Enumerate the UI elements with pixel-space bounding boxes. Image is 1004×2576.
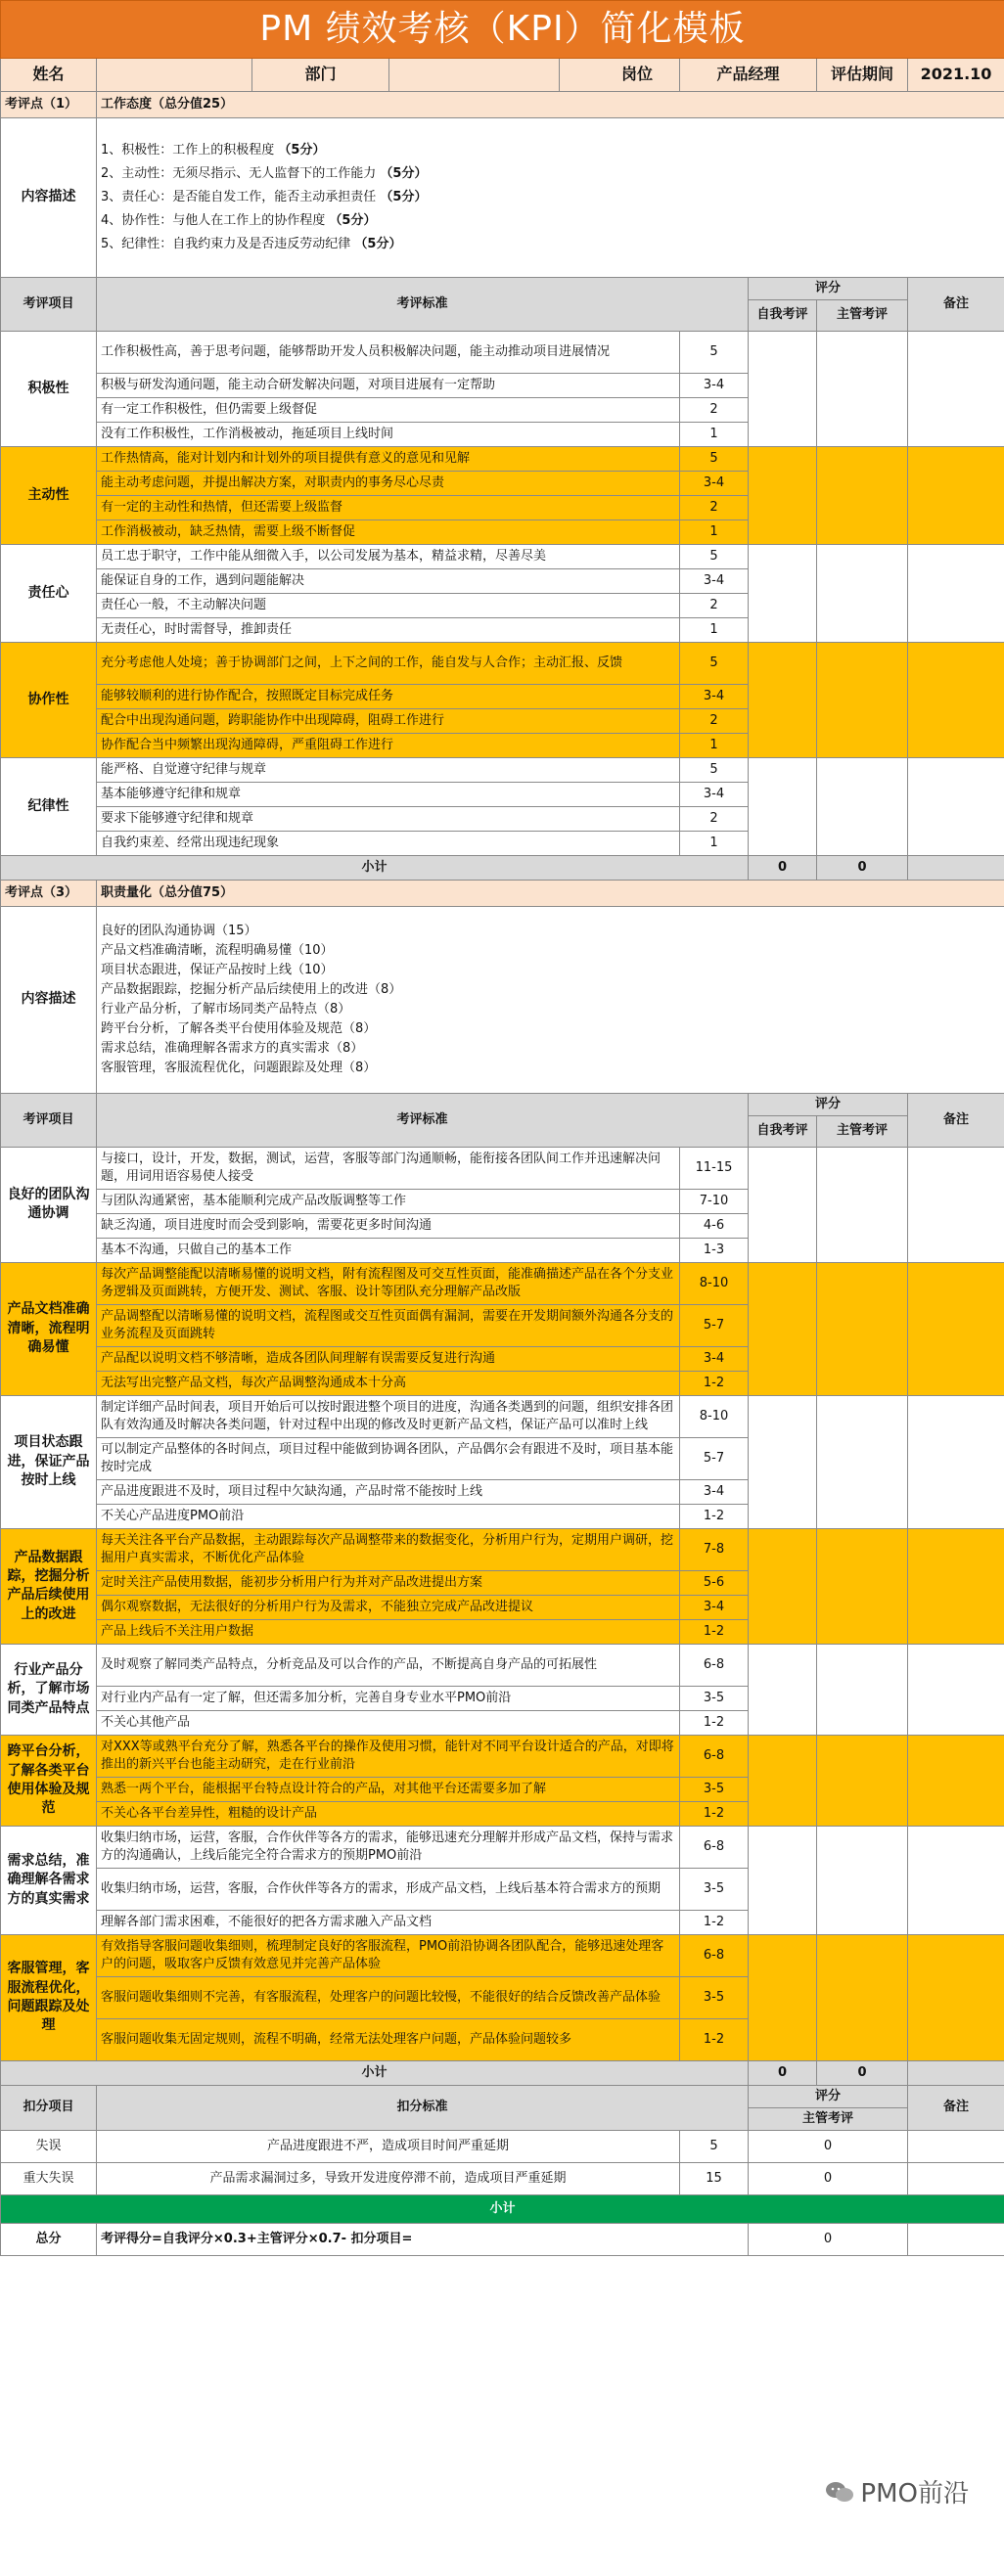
self-score-input[interactable]	[749, 544, 817, 642]
section-3-label: 考评点（3）	[1, 880, 97, 906]
criterion-text: 熟悉一两个平台，能根据平台特点设计符合的产品，对其他平台还需要多加了解	[97, 1777, 680, 1801]
watermark-text: PMO前沿	[860, 2479, 969, 2508]
criterion-text: 对行业内产品有一定了解，但还需多加分析，完善自身专业水平PMO前沿	[97, 1686, 680, 1710]
subtotal-self: 0	[749, 855, 817, 880]
criterion-text: 产品配以说明文档不够清晰，造成各团队间理解有误需要反复进行沟通	[97, 1346, 680, 1371]
table-row	[1, 1826, 1004, 1868]
table-row	[1, 1262, 1004, 1304]
deduction-header-row	[1, 2085, 1004, 2107]
section-1-heading: 工作态度（总分值25）	[97, 92, 1004, 118]
desc-line: 2、主动性：无须尽指示、无人监督下的工作能力 （5分）	[101, 166, 428, 182]
header-mgr: 主管考评	[817, 299, 908, 331]
header-mgr: 主管考评	[817, 1115, 908, 1147]
score-range: 3-4	[680, 1346, 749, 1371]
score-range: 1-2	[680, 1504, 749, 1528]
desc-line: 4、协作性：与他人在工作上的协作程度 （5分）	[101, 212, 377, 228]
note-input[interactable]	[908, 1826, 1004, 1934]
score-range: 2	[680, 397, 749, 422]
desc-label: 内容描述	[1, 906, 97, 1093]
page-title: PM 绩效考核（KPI）简化模板	[1, 1, 1004, 59]
subtotal-row-2	[1, 2060, 1004, 2085]
table-row	[1, 1934, 1004, 1976]
criterion-text: 有效指导客服问题收集细则，梳理制定良好的客服流程，PMO前沿协调各团队配合，能够迅速处理客户的问题，吸取客户反馈有效意见并完善产品体验	[97, 1934, 680, 1976]
criterion-text: 员工忠于职守，工作中能从细微入手，以公司发展为基本，精益求精，尽善尽美	[97, 544, 680, 568]
ded-item: 扣分项目	[1, 2085, 97, 2130]
criterion-text: 客服问题收集细则不完善，有客服流程，处理客户的问题比较慢，不能很好的结合反馈改善产品体验	[97, 1976, 680, 2018]
header-item: 考评项目	[1, 278, 97, 332]
score-range: 3-5	[680, 1686, 749, 1710]
info-inner	[97, 59, 680, 92]
deduction-points: 15	[680, 2162, 749, 2194]
deduction-note[interactable]	[908, 2162, 1004, 2194]
criterion-text: 基本不沟通，只做自己的基本工作	[97, 1238, 680, 1262]
note-input[interactable]	[908, 1528, 1004, 1644]
criterion-text: 基本能够遵守纪律和规章	[97, 782, 680, 806]
desc-line: 产品数据跟踪，挖掘分析产品后续使用上的改进（8）	[101, 982, 402, 997]
ded-score: 评分	[749, 2085, 908, 2107]
self-score-input[interactable]	[749, 1147, 817, 1262]
total-formula: 考评得分=自我评分×0.3+主管评分×0.7- 扣分项目=	[97, 2223, 749, 2255]
criterion-text: 不关心产品进度PMO前沿	[97, 1504, 680, 1528]
name-value[interactable]	[97, 59, 252, 91]
score-range: 1-2	[680, 2018, 749, 2060]
ded-mgr: 主管考评	[749, 2107, 908, 2130]
note-input[interactable]	[908, 544, 1004, 642]
desc-line: 3、责任心：是否能自发工作，能否主动承担责任 （5分）	[101, 190, 428, 205]
score-range: 5	[680, 544, 749, 568]
criterion-text: 能严格、自觉遵守纪律与规章	[97, 757, 680, 782]
manager-score-input[interactable]	[817, 642, 908, 757]
criterion-text: 有一定工作积极性，但仍需要上级督促	[97, 397, 680, 422]
dept-value[interactable]	[389, 59, 560, 91]
header-self: 自我考评	[749, 299, 817, 331]
score-range: 3-4	[680, 782, 749, 806]
desc-content	[97, 118, 1004, 278]
criterion-text: 不关心各平台差异性，粗糙的设计产品	[97, 1801, 680, 1826]
criterion-text: 有一定的主动性和热情，但还需要上级监督	[97, 495, 680, 520]
manager-score-input[interactable]	[817, 1826, 908, 1934]
score-range: 3-4	[680, 568, 749, 593]
note-input[interactable]	[908, 446, 1004, 544]
deduction-text: 产品进度跟进不严，造成项目时间严重延期	[97, 2130, 680, 2162]
criterion-text: 与接口，设计，开发，数据，测试，运营，客服等部门沟通顺畅，能衔接各团队间工作并迅速解决问题，用词用语容易使人接受	[97, 1147, 680, 1189]
self-score-input[interactable]	[749, 1262, 817, 1395]
category-label: 行业产品分析，了解市场同类产品特点	[1, 1644, 97, 1735]
self-score-input[interactable]	[749, 1826, 817, 1934]
header-note: 备注	[908, 1093, 1004, 1147]
criterion-text: 收集归纳市场，运营，客服，合作伙伴等各方的需求，形成产品文档，上线后基本符合需求方的预期	[97, 1868, 680, 1910]
criterion-text: 定时关注产品使用数据，能初步分析用户行为并对产品改进提出方案	[97, 1570, 680, 1595]
manager-score-input[interactable]	[817, 1528, 908, 1644]
desc-line: 需求总结，准确理解各需求方的真实需求（8）	[101, 1040, 364, 1056]
ded-note: 备注	[908, 2085, 1004, 2130]
subtotal-mgr: 0	[817, 855, 908, 880]
desc-label: 内容描述	[1, 118, 97, 278]
section-3-row	[1, 880, 1004, 906]
score-range: 2	[680, 593, 749, 617]
score-range: 7-8	[680, 1528, 749, 1570]
score-range: 1	[680, 617, 749, 642]
category-label: 项目状态跟进，保证产品按时上线	[1, 1395, 97, 1528]
criterion-text: 每次产品调整能配以清晰易懂的说明文档，附有流程图及可交互性页面，能准确描述产品在各个分支业务逻辑及页面跳转，方便开发、测试、客服、设计等团队充分理解产品改版	[97, 1262, 680, 1304]
category-label: 良好的团队沟通协调	[1, 1147, 97, 1262]
section-1-row	[1, 92, 1004, 118]
manager-score-input[interactable]	[817, 1735, 908, 1826]
criterion-text: 积极与研发沟通问题，能主动合研发解决问题，对项目进展有一定帮助	[97, 373, 680, 397]
criterion-text: 工作积极性高，善于思考问题，能够帮助开发人员积极解决问题，能主动推动项目进展情况	[97, 331, 680, 373]
manager-score-input[interactable]	[817, 1395, 908, 1528]
total-label: 总分	[1, 2223, 97, 2255]
score-range: 4-6	[680, 1213, 749, 1238]
self-score-input[interactable]	[749, 446, 817, 544]
desc-content	[97, 906, 1004, 1093]
desc-line: 行业产品分析，了解市场同类产品特点（8）	[101, 1001, 351, 1017]
deduction-note[interactable]	[908, 2130, 1004, 2162]
deduction-label: 重大失误	[1, 2162, 97, 2194]
score-range: 5	[680, 331, 749, 373]
criterion-text: 能够较顺利的进行协作配合，按照既定目标完成任务	[97, 684, 680, 708]
category-label: 需求总结，准确理解各需求方的真实需求	[1, 1826, 97, 1934]
criterion-text: 产品上线后不关注用户数据	[97, 1619, 680, 1644]
score-range: 1	[680, 422, 749, 446]
deduction-subtotal-label: 小计	[1, 2194, 1004, 2223]
score-range: 5	[680, 446, 749, 471]
criterion-text: 充分考虑他人处境；善于协调部门之间，上下之间的工作，能自发与人合作；主动汇报、反馈	[97, 642, 680, 684]
criterion-text: 协作配合当中频繁出现沟通障碍，严重阻碍工作进行	[97, 733, 680, 757]
self-score-input[interactable]	[749, 1528, 817, 1644]
score-range: 6-8	[680, 1826, 749, 1868]
self-score-input[interactable]	[749, 642, 817, 757]
score-range: 5	[680, 757, 749, 782]
criterion-text: 制定详细产品时间表，项目开始后可以按时跟进整个项目的进度，沟通各类遇到的问题，组织安排各团队有效沟通及时解决各类问题，针对过程中出现的修改及时更新产品文档，保证产品可以准时上线	[97, 1395, 680, 1437]
table-row	[1, 544, 1004, 568]
deduction-row	[1, 2162, 1004, 2194]
score-range: 2	[680, 495, 749, 520]
category-label: 纪律性	[1, 757, 97, 855]
score-range: 3-4	[680, 471, 749, 495]
score-range: 5-7	[680, 1437, 749, 1479]
note-input[interactable]	[908, 1147, 1004, 1262]
category-label: 跨平台分析，了解各类平台使用体验及规范	[1, 1735, 97, 1826]
manager-score-input[interactable]	[817, 544, 908, 642]
criterion-text: 可以制定产品整体的各时间点，项目过程中能做到协调各团队，产品偶尔会有跟进不及时，项目基本能按时完成	[97, 1437, 680, 1479]
subtotal-label: 小计	[1, 855, 749, 880]
score-range: 3-4	[680, 1595, 749, 1619]
criterion-text: 不关心其他产品	[97, 1710, 680, 1735]
score-range: 1-2	[680, 1371, 749, 1395]
header-score: 评分	[749, 1093, 908, 1115]
category-label: 主动性	[1, 446, 97, 544]
wechat-icon	[825, 2480, 854, 2504]
criterion-text: 能保证自身的工作，遇到问题能解决	[97, 568, 680, 593]
score-range: 8-10	[680, 1395, 749, 1437]
note-input[interactable]	[908, 331, 1004, 446]
period-label: 评估期间	[817, 59, 908, 92]
criterion-text: 缺乏沟通，项目进度时而会受到影响，需要花更多时间沟通	[97, 1213, 680, 1238]
score-range: 5-7	[680, 1304, 749, 1346]
score-range: 1-3	[680, 1238, 749, 1262]
criterion-text: 产品进度跟进不及时，项目过程中欠缺沟通，产品时常不能按时上线	[97, 1479, 680, 1504]
subtotal-self: 0	[749, 2060, 817, 2085]
criterion-text: 自我约束差、经常出现违纪现象	[97, 831, 680, 855]
criterion-text: 每天关注各平台产品数据，主动跟踪每次产品调整带来的数据变化，分析用户行为，定期用户调研，挖掘用户真实需求，不断优化产品体验	[97, 1528, 680, 1570]
manager-score-input[interactable]	[817, 1147, 908, 1262]
criterion-text: 与团队沟通紧密，基本能顺利完成产品改版调整等工作	[97, 1189, 680, 1213]
criterion-text: 理解各部门需求困难，不能很好的把各方需求融入产品文档	[97, 1910, 680, 1934]
note-input[interactable]	[908, 1934, 1004, 2060]
self-score-input[interactable]	[749, 331, 817, 446]
desc-line: 产品文档准确清晰，流程明确易懂（10）	[101, 943, 334, 959]
subtotal-row-1	[1, 855, 1004, 880]
ded-std: 扣分标准	[97, 2085, 749, 2130]
score-range: 1	[680, 520, 749, 544]
dept-label: 部门	[252, 59, 389, 91]
category-label: 产品数据跟踪，挖掘分析产品后续使用上的改进	[1, 1528, 97, 1644]
note-input[interactable]	[908, 757, 1004, 855]
deduction-subtotal-row	[1, 2194, 1004, 2223]
criterion-text: 无法写出完整产品文档，每次产品调整沟通成本十分高	[97, 1371, 680, 1395]
post-label: 岗位	[560, 59, 680, 91]
header-item: 考评项目	[1, 1093, 97, 1147]
score-range: 3-5	[680, 1777, 749, 1801]
manager-score-input[interactable]	[817, 331, 908, 446]
deduction-score[interactable]: 0	[749, 2130, 908, 2162]
criterion-text: 没有工作积极性，工作消极被动，拖延项目上线时间	[97, 422, 680, 446]
note-input[interactable]	[908, 642, 1004, 757]
criterion-text: 偶尔观察数据，无法很好的分析用户行为及需求，不能独立完成产品改进提议	[97, 1595, 680, 1619]
subtotal-note	[908, 2060, 1004, 2085]
desc-line: 跨平台分析，了解各类平台使用体验及规范（8）	[101, 1020, 377, 1036]
deduction-text: 产品需求漏洞过多，导致开发进度停滞不前，造成项目严重延期	[97, 2162, 680, 2194]
table-row	[1, 446, 1004, 471]
manager-score-input[interactable]	[817, 1644, 908, 1735]
score-range: 6-8	[680, 1644, 749, 1686]
score-range: 6-8	[680, 1934, 749, 1976]
criterion-text: 无责任心，时时需督导，推卸责任	[97, 617, 680, 642]
total-value: 0	[749, 2223, 908, 2255]
score-range: 2	[680, 806, 749, 831]
category-label: 产品文档准确清晰，流程明确易懂	[1, 1262, 97, 1395]
category-label: 责任心	[1, 544, 97, 642]
criterion-text: 产品调整配以清晰易懂的说明文档，流程图或交互性页面偶有漏洞，需要在开发期间额外沟通各分支的业务流程及页面跳转	[97, 1304, 680, 1346]
score-range: 3-5	[680, 1868, 749, 1910]
self-score-input[interactable]	[749, 1735, 817, 1826]
subtotal-note	[908, 855, 1004, 880]
note-input[interactable]	[908, 1395, 1004, 1528]
self-score-input[interactable]	[749, 757, 817, 855]
deduction-points: 5	[680, 2130, 749, 2162]
info-subtable	[97, 59, 680, 91]
score-range: 3-4	[680, 684, 749, 708]
header-std: 考评标准	[97, 1093, 749, 1147]
post-value: 产品经理	[680, 59, 817, 92]
g1-header-row	[1, 278, 1004, 300]
criterion-text: 收集归纳市场，运营，客服，合作伙伴等各方的需求，能够迅速充分理解并形成产品文档，保持与需求方的沟通确认，上线后能完全符合需求方的预期PMO前沿	[97, 1826, 680, 1868]
table-row	[1, 1395, 1004, 1437]
score-range: 2	[680, 708, 749, 733]
desc-line: 5、纪律性：自我约束力及是否违反劳动纪律 （5分）	[101, 236, 402, 251]
desc-line: 1、积极性：工作上的积极程度 （5分）	[101, 143, 326, 158]
info-subrow	[97, 59, 680, 91]
criterion-text: 及时观察了解同类产品特点，分析竞品及可以合作的产品，不断提高自身产品的可拓展性	[97, 1644, 680, 1686]
score-range: 1-2	[680, 1619, 749, 1644]
category-label: 协作性	[1, 642, 97, 757]
note-input[interactable]	[908, 1644, 1004, 1735]
table-row	[1, 757, 1004, 782]
desc-line: 良好的团队沟通协调（15）	[101, 924, 257, 939]
header-std: 考评标准	[97, 278, 749, 332]
header-score: 评分	[749, 278, 908, 300]
section-3-desc-row	[1, 906, 1004, 1093]
criterion-text: 责任心一般，不主动解决问题	[97, 593, 680, 617]
total-row	[1, 2223, 1004, 2255]
deduction-label: 失误	[1, 2130, 97, 2162]
criterion-text: 工作热情高，能对计划内和计划外的项目提供有意义的意见和见解	[97, 446, 680, 471]
table-row	[1, 1644, 1004, 1686]
manager-score-input[interactable]	[817, 1934, 908, 2060]
note-input[interactable]	[908, 1262, 1004, 1395]
score-range: 3-4	[680, 1479, 749, 1504]
score-range: 3-4	[680, 373, 749, 397]
desc-line: 客服管理，客服流程优化，问题跟踪及处理（8）	[101, 1060, 377, 1075]
desc-line: 项目状态跟进，保证产品按时上线（10）	[101, 963, 334, 978]
self-score-input[interactable]	[749, 1644, 817, 1735]
criterion-text: 能主动考虑问题，并提出解决方案，对职责内的事务尽心尽责	[97, 471, 680, 495]
score-range: 6-8	[680, 1735, 749, 1777]
score-range: 8-10	[680, 1262, 749, 1304]
table-row	[1, 1147, 1004, 1189]
manager-score-input[interactable]	[817, 757, 908, 855]
score-range: 5-6	[680, 1570, 749, 1595]
criterion-text: 客服问题收集无固定规则，流程不明确，经常无法处理客户问题，产品体验问题较多	[97, 2018, 680, 2060]
table-row	[1, 642, 1004, 684]
self-score-input[interactable]	[749, 1395, 817, 1528]
deduction-row	[1, 2130, 1004, 2162]
header-note: 备注	[908, 278, 1004, 332]
info-row	[1, 59, 1004, 92]
watermark	[819, 2471, 975, 2511]
section-3-heading: 职责量化（总分值75）	[97, 880, 1004, 906]
subtotal-label: 小计	[1, 2060, 749, 2085]
category-label: 积极性	[1, 331, 97, 446]
criterion-text: 要求下能够遵守纪律和规章	[97, 806, 680, 831]
criterion-text: 对XXX等或熟平台充分了解，熟悉各平台的操作及使用习惯，能针对不同平台设计适合的产品，对即将推出的新兴平台也能主动研究，走在行业前沿	[97, 1735, 680, 1777]
subtotal-mgr: 0	[817, 2060, 908, 2085]
category-label: 客服管理，客服流程优化，问题跟踪及处理	[1, 1934, 97, 2060]
header-self: 自我考评	[749, 1115, 817, 1147]
total-note	[908, 2223, 1004, 2255]
name-label: 姓名	[1, 59, 97, 92]
score-range: 1	[680, 831, 749, 855]
score-range: 3-5	[680, 1976, 749, 2018]
deduction-score[interactable]: 0	[749, 2162, 908, 2194]
table-row	[1, 1528, 1004, 1570]
score-range: 7-10	[680, 1189, 749, 1213]
manager-score-input[interactable]	[817, 1262, 908, 1395]
score-range: 1-2	[680, 1910, 749, 1934]
score-range: 1	[680, 733, 749, 757]
manager-score-input[interactable]	[817, 446, 908, 544]
section-1-desc-row	[1, 118, 1004, 278]
g2-header-row	[1, 1093, 1004, 1115]
table-row	[1, 1735, 1004, 1777]
score-range: 1-2	[680, 1801, 749, 1826]
section-1-label: 考评点（1）	[1, 92, 97, 118]
score-range: 1-2	[680, 1710, 749, 1735]
self-score-input[interactable]	[749, 1934, 817, 2060]
criterion-text: 工作消极被动，缺乏热情，需要上级不断督促	[97, 520, 680, 544]
table-row	[1, 331, 1004, 373]
period-value: 2021.10	[908, 59, 1004, 92]
score-range: 11-15	[680, 1147, 749, 1189]
score-range: 5	[680, 642, 749, 684]
note-input[interactable]	[908, 1735, 1004, 1826]
criterion-text: 配合中出现沟通问题，跨职能协作中出现障碍，阻碍工作进行	[97, 708, 680, 733]
